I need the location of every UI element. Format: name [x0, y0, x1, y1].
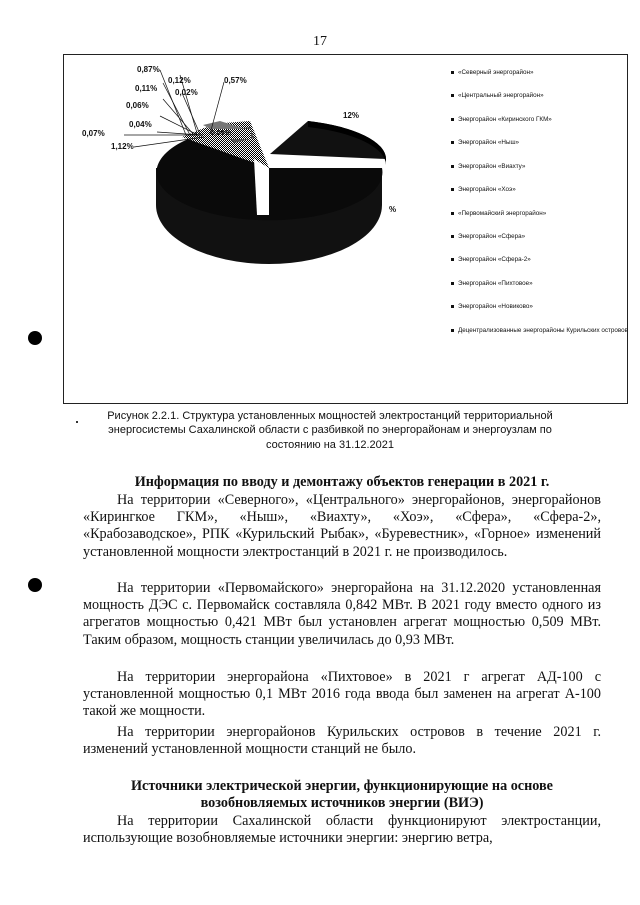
label-0-06: 0,06%	[126, 101, 149, 110]
legend-label: Энергорайон «Сфера»	[458, 232, 526, 240]
legend-item	[451, 163, 631, 170]
legend-label: «Центральный энергорайон»	[458, 92, 544, 100]
label-right-edge: %	[389, 205, 397, 214]
legend-swatch	[451, 212, 454, 215]
legend-label: Энергорайон «Ныш»	[458, 139, 520, 147]
legend-item	[451, 116, 631, 123]
label-0-57: 0,57%	[224, 76, 247, 85]
legend-item	[451, 280, 631, 287]
label-0-87: 0,87%	[137, 65, 160, 74]
figure-caption: Рисунок 2.2.1. Структура установленных мощностей электростанций территориальной энергосистемы Сахалинской области с разбивкой по энергорайонам и энергоузлам по состоянию на 31.12.2021	[107, 410, 553, 451]
legend-label: Энергорайон «Киринского ГКМ»	[458, 115, 552, 123]
legend-item	[451, 92, 631, 99]
legend-item	[451, 210, 631, 217]
legend-label: Энергорайон «Новиково»	[458, 303, 533, 311]
legend-item	[451, 139, 631, 146]
section1-paragraph-2: На территории «Первомайского» энергорайона на 31.12.2020 установленная мощность ДЭС с. Первомайск составляла 0,842 МВт. В 2021 году вместо одного из агрегатов мощностью 0,421 МВт был установлен агрегат мощностью 0,509 МВт. Таким образом, мощность станции увеличилась до 0,93 МВт.	[83, 580, 601, 648]
section1-heading: Информация по вводу и демонтажу объектов генерации в 2021 г.	[134, 474, 550, 490]
label-12: 12%	[343, 111, 360, 120]
legend-swatch	[451, 188, 454, 191]
label-1-12: 1,12%	[111, 142, 134, 151]
label-0-04: 0,04%	[129, 120, 152, 129]
legend-swatch	[451, 235, 454, 238]
legend-swatch	[451, 329, 454, 332]
label-0-11: 0,11%	[135, 84, 158, 93]
legend-label: Энергорайон «Сфера-2»	[458, 256, 531, 264]
section1-paragraph-4: На территории энергорайонов Курильских островов в течение 2021 г. изменений установленной мощности станций не было.	[83, 724, 601, 758]
legend-swatch	[451, 282, 454, 285]
legend-label: Энергорайон «Виахту»	[458, 162, 526, 170]
legend-item	[451, 256, 631, 263]
legend-swatch	[451, 305, 454, 308]
legend-label: Энергорайон «Пихтовое»	[458, 279, 533, 287]
label-0-12: 0,12%	[168, 76, 191, 85]
label-inner: 0,09%	[211, 130, 231, 137]
chart-figure	[63, 54, 628, 404]
legend-swatch	[451, 118, 454, 121]
section1-paragraph-3: На территории энергорайона «Пихтовое» в 2021 г агрегат АД-100 с установленной мощностью 0,1 МВт 2016 года ввода был заменен на агрегат А-100 такой же мощности.	[83, 669, 601, 720]
legend-swatch	[451, 94, 454, 97]
label-0-07: 0,07%	[82, 129, 105, 138]
punch-hole-bottom	[28, 578, 42, 592]
label-0-02: 0,02%	[175, 88, 198, 97]
caption-dot	[76, 421, 78, 423]
section2-paragraph-1: На территории Сахалинской области функционируют электростанции, использующие возобновляемые источники энергии: энергию ветра,	[83, 813, 601, 847]
legend-swatch	[451, 141, 454, 144]
legend-label: Энергорайон «Хоэ»	[458, 186, 516, 194]
legend-swatch	[451, 165, 454, 168]
legend-label: Децентрализованные энергорайоны Курильских островов	[458, 326, 629, 334]
legend-swatch	[451, 258, 454, 261]
section1-paragraph-1: На территории «Северного», «Центрального» энергорайонов, энергорайонов «Кирингкое ГКМ», «Ныш», «Виахту», «Хоэ», «Сфера», «Сфера-2», «Крабозаводское», РПК «Курильский Рыбак», «Буревестник», «Горное» изменений установленной мощности электростанций в 2021 г. не производилось.	[83, 492, 601, 560]
legend-label: «Первомайский энергорайон»	[458, 209, 547, 217]
punch-hole-top	[28, 331, 42, 345]
legend-swatch	[451, 71, 454, 74]
legend-item	[451, 327, 631, 334]
legend-item	[451, 186, 631, 193]
legend-item	[451, 303, 631, 310]
legend-item	[451, 69, 631, 76]
legend	[451, 69, 631, 350]
page-number: 17	[313, 34, 327, 49]
legend-item	[451, 233, 631, 240]
section2-heading: Источники электрической энергии, функционирующие на основе возобновляемых источников энергии (ВИЭ)	[131, 778, 553, 812]
legend-label: «Северный энергорайон»	[458, 69, 534, 76]
